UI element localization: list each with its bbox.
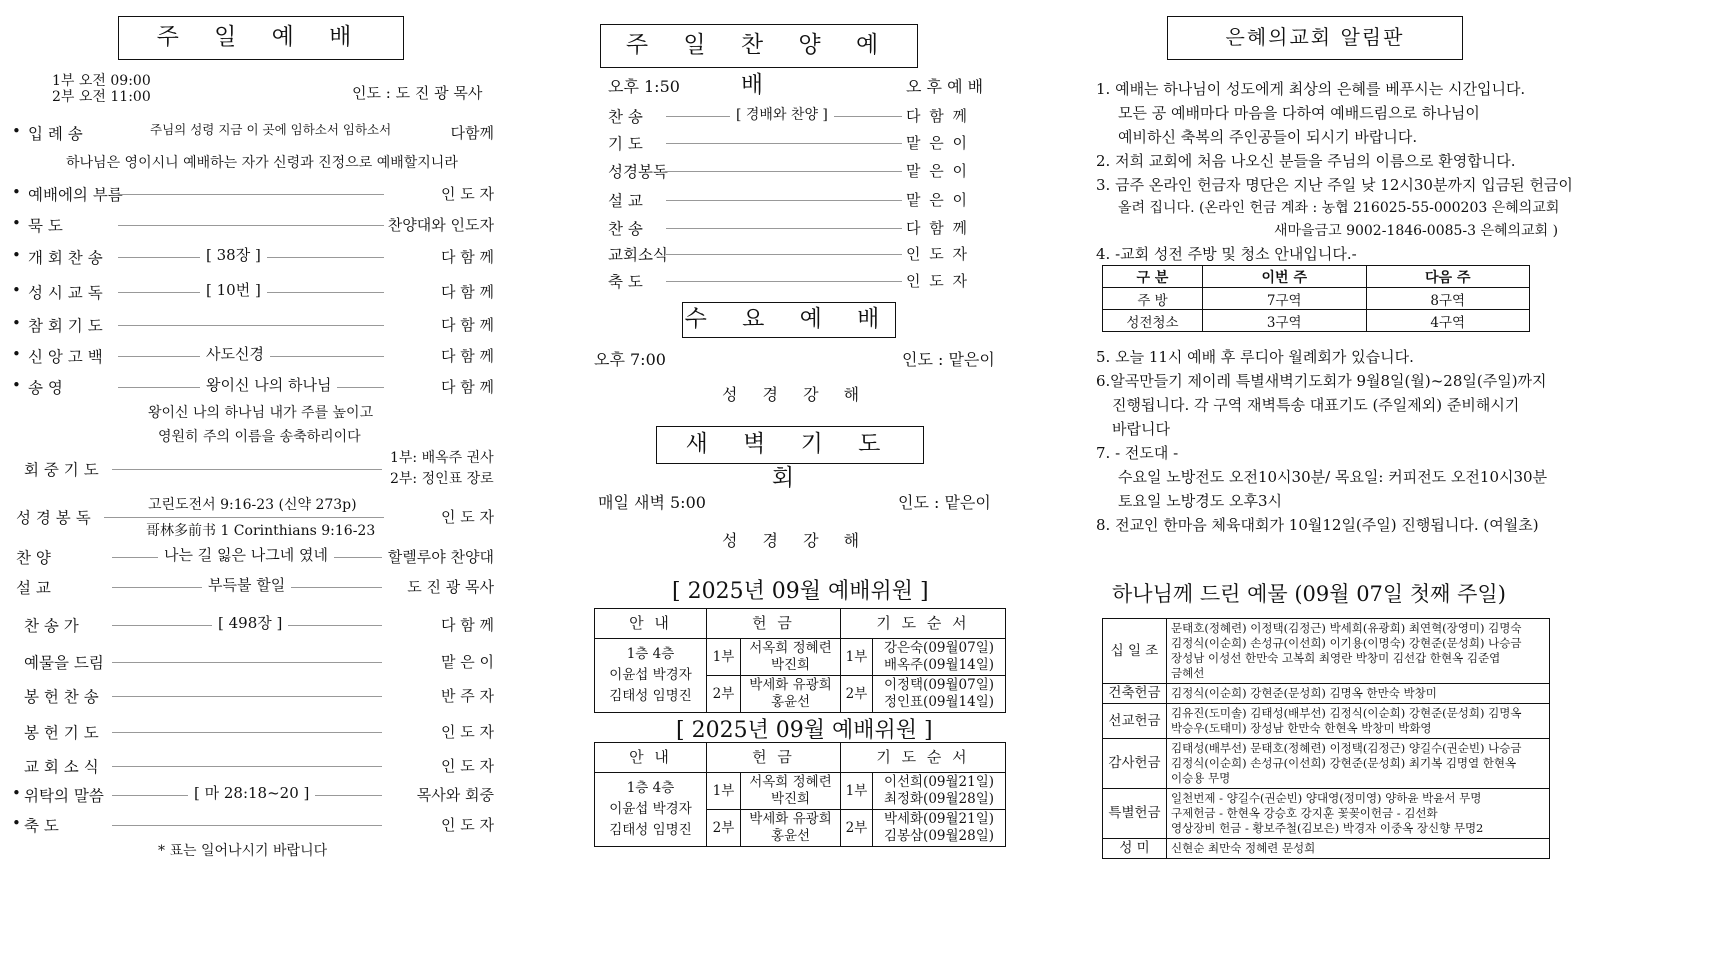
order-role: 맡 은 이 (906, 162, 970, 180)
duty-table-1 (594, 608, 1006, 713)
offering-names (1167, 839, 1550, 859)
order-label: 입 례 송 (28, 125, 83, 143)
order-role: 도 진 광 목사 (407, 578, 494, 596)
wednesday-service-title: 수 요 예 배 (682, 302, 896, 338)
clean-header: 이번 주 (1203, 266, 1367, 288)
notice-3c: 새마을금고 9002-1846-0085-3 은혜의교회 ) (1274, 223, 1559, 239)
order-label: 송 영 (28, 379, 63, 397)
offering-line: 김정식(이순희) 손성규(이선희) 강현준(문성희) 최기복 김명열 한현옥 (1171, 756, 1517, 770)
marker-bullet: • (12, 122, 21, 140)
order-content: [ 38장 ] (200, 244, 267, 265)
song-line: 영원히 주의 이름을 송축하리이다 (158, 429, 361, 445)
offering-line: 구제헌금 - 한현옥 강승호 강지훈 꽃꽂이헌금 - 김선화 (1171, 806, 1438, 820)
dawn-time: 매일 새벽 5:00 (598, 493, 706, 512)
offering-line: 영상장비 헌금 - 황보주철(김보은) 박경자 이중옥 장신향 무명2 (1171, 821, 1484, 835)
pray-line: 이정택(09월07일) (883, 677, 995, 693)
order-role: 인 도 자 (440, 185, 494, 203)
offering-line: 이승용 무명 (1171, 771, 1231, 785)
order-role: 인 도 자 (440, 508, 494, 526)
marker-bullet: • (12, 314, 21, 332)
order-role: 다함께 (450, 124, 494, 142)
duty-header: 기 도 순 서 (841, 609, 1006, 639)
guide-line: 1층 4층 (626, 646, 675, 662)
pray-line: 김봉삼(09월28일) (883, 828, 995, 844)
order-label: 찬 송 (608, 220, 643, 238)
order-role: 다 함 께 (440, 378, 494, 396)
order-role: 인 도 자 (906, 245, 970, 263)
duty-header: 헌 금 (707, 609, 841, 639)
order-role: 다 함 께 (440, 248, 494, 266)
clean-cell: 7구역 (1203, 288, 1367, 310)
service-time-1: 1부 오전 09:00 (52, 73, 151, 89)
order-label: 예물을 드림 (24, 654, 104, 672)
pray-line: 박세화(09월21일) (883, 811, 995, 827)
pray-line: 배옥주(09월14일) (883, 657, 995, 673)
order-role: 할렐루야 찬양대 (387, 548, 494, 566)
clean-cell: 4구역 (1366, 310, 1530, 332)
order-content: [ 경배와 찬양 ] (730, 104, 834, 124)
order-role: 다 함 께 (440, 316, 494, 334)
order-role: 인 도 자 (906, 272, 970, 290)
offering-names (1167, 789, 1550, 839)
afternoon-service-title: 주 일 찬 양 예 배 (600, 24, 918, 68)
leader-line (118, 225, 384, 226)
order-role: 인 도 자 (440, 757, 494, 775)
leader-line (104, 517, 384, 518)
afternoon-label: 오 후 예 배 (906, 77, 984, 96)
notice-7c: 토요일 노방경도 오후3시 (1118, 492, 1282, 510)
order-label: 찬 양 (16, 549, 51, 567)
clean-cell: 주 방 (1103, 288, 1203, 310)
afternoon-time: 오후 1:50 (608, 77, 680, 96)
order-role: 목사와 회중 (416, 786, 494, 804)
order-note: 하나님은 영이시니 예배하는 자가 신령과 진정으로 예배할지니라 (66, 155, 458, 171)
marker-bullet: • (12, 814, 21, 832)
leader-line (118, 325, 384, 326)
offer-names (741, 773, 841, 810)
guide-line: 이윤섭 박경자 (609, 801, 692, 817)
guide-line: 1층 4층 (626, 780, 675, 796)
marker-bullet: • (12, 214, 21, 232)
order-content: [ 10번 ] (200, 279, 267, 300)
offering-label: 특별헌금 (1103, 789, 1167, 839)
clean-header: 다음 주 (1366, 266, 1530, 288)
leader-line (112, 696, 382, 697)
order-role: 맡 은 이 (906, 191, 970, 209)
order-label: 묵 도 (28, 217, 63, 235)
offer-part: 1부 (707, 773, 741, 810)
offer-names (741, 810, 841, 847)
order-content: [ 마 28:18~20 ] (188, 782, 315, 803)
offering-line: 장성남 이성선 한만숙 고복희 최영란 박창미 김선갑 한현옥 김준엽 (1171, 651, 1501, 665)
pray-part: 1부 (841, 639, 873, 676)
wednesday-leader: 인도 : 맡은이 (902, 350, 995, 369)
pray-part: 2부 (841, 810, 873, 847)
offer-line: 박진희 (770, 657, 811, 673)
notice-8: 8. 전교인 한마음 체육대회가 10월12일(주일) 진행됩니다. (여월초) (1096, 516, 1539, 534)
order-label: 개 회 찬 송 (28, 249, 103, 267)
leader-line (666, 200, 902, 201)
order-role: 다 함 께 (906, 107, 970, 125)
order-role: 다 함 께 (440, 616, 494, 634)
leader-line (112, 732, 382, 733)
leader-line (112, 825, 382, 826)
offer-names (741, 639, 841, 676)
pray-line: 강은숙(09월07일) (883, 640, 995, 656)
order-label: 교회소식 (608, 246, 668, 264)
pray-line: 최정화(09월28일) (883, 791, 995, 807)
duty-header: 안 내 (595, 609, 707, 639)
notice-board-title: 은혜의교회 알림판 (1167, 16, 1463, 60)
offer-line: 박세화 유광희 (749, 811, 832, 827)
offer-part: 1부 (707, 639, 741, 676)
cleaning-table (1102, 265, 1530, 332)
duty-header: 기 도 순 서 (841, 743, 1006, 773)
notice-3a: 3. 금주 온라인 헌금자 명단은 지난 주일 낮 12시30분까지 입금된 헌금이 (1096, 176, 1573, 194)
leader-line (112, 766, 382, 767)
order-role: 찬양대와 인도자 (387, 216, 494, 234)
order-content: 나는 길 잃은 나그네 였네 (158, 544, 334, 565)
notice-1c: 예비하신 축복의 주인공들이 되시기 바랍니다. (1118, 128, 1418, 146)
marker-bullet: • (12, 784, 21, 802)
offering-label: 십 일 조 (1103, 619, 1167, 684)
duty-table-2 (594, 742, 1006, 847)
offering-label: 건축헌금 (1103, 684, 1167, 704)
order-role: 다 함 께 (440, 347, 494, 365)
marker-bullet: • (12, 345, 21, 363)
wednesday-time: 오후 7:00 (594, 350, 666, 369)
order-content: [ 498장 ] (212, 612, 288, 633)
duty-title-2: [ 2025년 09월 예배위원 ] (676, 718, 933, 743)
duty-header: 안 내 (595, 743, 707, 773)
pray-names (873, 639, 1006, 676)
notice-1a: 1. 예배는 하나님이 성도에게 최상의 은혜를 베푸시는 시간입니다. (1096, 80, 1526, 98)
order-label: 성 시 교 독 (28, 284, 103, 302)
reading-ref-cn: 哥林多前书 1 Corinthians 9:16-23 (144, 520, 377, 540)
notice-7a: 7. - 전도대 - (1096, 444, 1179, 462)
offer-names (741, 676, 841, 713)
duty-guide (595, 773, 707, 847)
leader-line (666, 143, 902, 144)
order-label: 성 경 봉 독 (16, 509, 91, 527)
notice-7b: 수요일 노방전도 오전10시30분/ 목요일: 커피전도 오전10시30분 (1118, 468, 1548, 486)
leader-line (666, 254, 902, 255)
marker-bullet: • (12, 376, 21, 394)
offer-part: 2부 (707, 676, 741, 713)
offering-names (1167, 739, 1550, 789)
leader-line (118, 194, 384, 195)
guide-line: 김태성 임명진 (609, 688, 692, 704)
order-label: 찬 송 가 (24, 617, 79, 635)
offering-line: 일천번제 - 양길수(권순빈) 양대영(정미영) 양하윤 박윤서 무명 (1171, 791, 1482, 805)
prayer-2: 2부: 정인표 장로 (390, 471, 494, 487)
dawn-leader: 인도 : 맡은이 (898, 493, 991, 512)
order-role: 인 도 자 (440, 816, 494, 834)
clean-cell: 8구역 (1366, 288, 1530, 310)
song-line: 왕이신 나의 하나님 내가 주를 높이고 (148, 405, 374, 421)
offer-line: 홍윤선 (770, 828, 811, 844)
notice-5: 5. 오늘 11시 예배 후 루디아 월례회가 있습니다. (1096, 348, 1414, 366)
offering-title: 하나님께 드린 예물 (09월 07일 첫째 주일) (1112, 582, 1506, 606)
duty-table (594, 742, 1006, 847)
offering-line: 김유진(도미솔) 김태성(배부선) 김정식(이순희) 강현준(문성희) 김명옥 (1171, 706, 1522, 720)
leader-line (112, 469, 382, 470)
order-label: 참 회 기 도 (28, 317, 103, 335)
offering-line: 김태성(배부선) 문태호(정혜련) 이정택(김정근) 양길수(권순빈) 나승금 (1171, 741, 1522, 755)
order-role: 인 도 자 (440, 723, 494, 741)
clean-header: 구 분 (1103, 266, 1203, 288)
offering-label: 성 미 (1103, 839, 1167, 859)
offer-line: 박진희 (770, 791, 811, 807)
leader-line (666, 171, 902, 172)
offering-names (1167, 684, 1550, 704)
wednesday-subtitle: 성 경 강 해 (722, 385, 870, 404)
pray-part: 2부 (841, 676, 873, 713)
guide-line: 이윤섭 박경자 (609, 667, 692, 683)
notice-6c: 바랍니다 (1112, 420, 1170, 438)
order-role: 맡 은 이 (906, 134, 970, 152)
clean-cell: 3구역 (1203, 310, 1367, 332)
marker-bullet: • (12, 183, 21, 201)
service-leader: 인도 : 도 진 광 목사 (352, 84, 483, 102)
order-content: 사도신경 (200, 343, 270, 364)
guide-line: 김태성 임명진 (609, 822, 692, 838)
footnote: * 표는 일어나시기 바랍니다 (158, 843, 328, 859)
offering-line: 김정식(이순희) 손성규(이선희) 이기용(이명숙) 강현준(문성희) 나승금 (1171, 636, 1522, 650)
pray-line: 이선희(09월21일) (883, 774, 995, 790)
service-time-2: 2부 오전 11:00 (52, 89, 151, 105)
pray-line: 정인표(09월14일) (883, 694, 995, 710)
duty-table (594, 608, 1006, 713)
notice-3b: 올려 집니다. (온라인 헌금 계좌 : 농협 216025-55-000203 은혜의교회 (1118, 200, 1560, 216)
offering-label: 선교헌금 (1103, 704, 1167, 739)
offer-line: 박세화 유광희 (749, 677, 832, 693)
order-role: 맡 은 이 (440, 653, 494, 671)
order-role: 반 주 자 (440, 687, 494, 705)
order-label: 봉 헌 기 도 (24, 724, 99, 742)
reading-ref: 고린도전서 9:16-23 (신약 273p) (146, 494, 359, 514)
duty-header: 헌 금 (707, 743, 841, 773)
offering-line: 금혜선 (1171, 666, 1205, 680)
notice-4: 4. -교회 성전 주방 및 청소 안내입니다.- (1096, 245, 1357, 263)
duty-title-1: [ 2025년 09월 예배위원 ] (672, 579, 929, 604)
offer-line: 서옥희 정혜련 (749, 774, 832, 790)
order-label: 찬 송 (608, 108, 643, 126)
prayer-1: 1부: 배옥주 권사 (390, 450, 494, 466)
pray-names (873, 773, 1006, 810)
order-content: 부득불 할일 (202, 574, 291, 595)
offering-names (1167, 619, 1550, 684)
notice-6b: 진행됩니다. 각 구역 재벽특송 대표기도 (주일제외) 준비해시기 (1112, 396, 1520, 414)
order-label: 봉 헌 찬 송 (24, 688, 99, 706)
offering-names (1167, 704, 1550, 739)
offering-line: 신현순 최만숙 정혜련 문성희 (1171, 841, 1316, 855)
order-label: 성경봉독 (608, 163, 668, 181)
offer-part: 2부 (707, 810, 741, 847)
offering-table (1102, 618, 1550, 859)
order-label: 예배에의 부름 (28, 186, 123, 204)
order-content: 주님의 성령 지금 이 곳에 임하소서 임하소서 (144, 120, 397, 138)
order-label: 위탁의 말씀 (24, 787, 104, 805)
clean-cell: 성전청소 (1103, 310, 1203, 332)
sunday-service-title: 주 일 예 배 (118, 16, 404, 60)
leader-line (666, 228, 902, 229)
pray-names (873, 676, 1006, 713)
offering-line: 박승우(도태미) 장성남 한만숙 한현옥 박창미 박화영 (1171, 721, 1432, 735)
pray-names (873, 810, 1006, 847)
order-label: 회 중 기 도 (24, 461, 99, 479)
offering-line: 문태호(정혜련) 이정택(김정근) 박세희(유광희) 최연혁(장영미) 김명숙 (1171, 621, 1522, 635)
pray-part: 1부 (841, 773, 873, 810)
notice-1b: 모든 공 예배마다 마음을 다하여 예배드림으로 하나님이 (1118, 104, 1480, 122)
offering-line: 김정식(이순희) 강현준(문성희) 김명옥 한만숙 박창미 (1171, 686, 1437, 700)
order-label: 축 도 (24, 817, 59, 835)
order-label: 설 교 (608, 192, 643, 210)
dawn-subtitle: 성 경 강 해 (722, 531, 870, 550)
offer-line: 서옥희 정혜련 (749, 640, 832, 656)
notice-6a: 6.알곡만들기 제이레 특별새벽기도회가 9월8일(월)~28일(주일)까지 (1096, 372, 1547, 390)
marker-bullet: • (12, 246, 21, 264)
order-label: 축 도 (608, 273, 643, 291)
duty-guide (595, 639, 707, 713)
notice-2: 2. 저희 교회에 처음 나오신 분들을 주님의 이름으로 환영합니다. (1096, 152, 1516, 170)
order-content: 왕이신 나의 하나님 (200, 374, 337, 395)
order-label: 교 회 소 식 (24, 758, 99, 776)
leader-line (666, 281, 902, 282)
order-label: 기 도 (608, 135, 643, 153)
offer-line: 홍윤선 (770, 694, 811, 710)
order-label: 설 교 (16, 579, 51, 597)
order-role: 다 함 께 (440, 283, 494, 301)
marker-bullet: • (12, 281, 21, 299)
order-role: 다 함 께 (906, 219, 970, 237)
offering-label: 감사헌금 (1103, 739, 1167, 789)
leader-line (112, 662, 382, 663)
dawn-prayer-title: 새 벽 기 도 회 (656, 426, 924, 464)
order-label: 신 앙 고 백 (28, 348, 103, 366)
